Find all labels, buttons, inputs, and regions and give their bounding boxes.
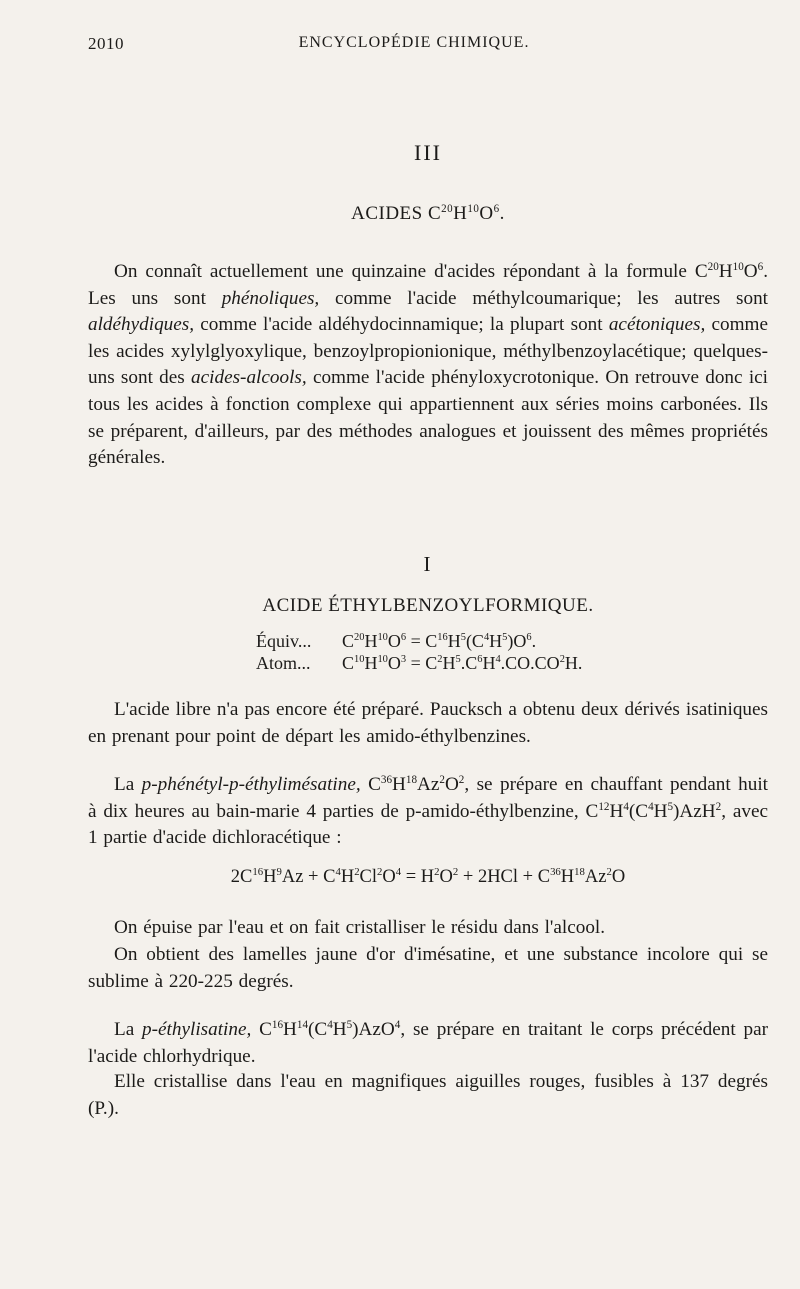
formula-row-equiv: Équiv... $C^{20}H^{10}O^6 = C^{16}H^5(C^4H^5)O^6$.: [256, 631, 537, 651]
paragraph-ethylisatine: La p-éthylisatine, $C^{16}H^{14}(C^4H^5)AzO^4$, se prépare en traitant le corps précédent par l'acide chlorhydrique.: [88, 1018, 768, 1067]
body-column: [88, 0, 768, 1289]
paragraph-imesatine: La p-phénétyl-p-éthylimésatine, $C^{36}H^{18}Az^2O^2$, se prépare en chauffant pendant huit à dix heures au bain-marie 4 parties de p-amido-éthylbenzine, $C^{12}H^4(C^4H^5)AzH^2$, avec 1 partie d'acide dichloracétique :: [88, 773, 768, 849]
paragraph-free-acid: L'acide libre n'a pas encore été préparé. Paucksch a obtenu deux dérivés isatiniques en prenant pour point de départ les amido-éthylbenzines.: [88, 699, 768, 747]
running-title: ENCYCLOPÉDIE CHIMIQUE.: [298, 34, 530, 51]
intro-paragraph: On connaît actuellement une quinzaine d'acides répondant à la formule $C^{20}H^{10}O^6$. Les uns sont phénoliques, comme l'acide méthylcoumarique; les autres sont aldéhydiques, comme l'acide aldéhydocinnamique; la plupart sont acétoniques, comme les acides xylylglyoxylique, benzoylpropionionique, méthylbenzoylacétique; quelques-uns sont des acides-alcools, comme l'acide phényloxycrotonique. On retrouve donc ici tous les acides à fonction complexe qui appartiennent aux séries moins carbonées. Ils se préparent, d'ailleurs, par des méthodes analogues et jouissent des mêmes propriétés générales.: [88, 260, 768, 469]
page-number: 2010: [88, 34, 124, 53]
paragraph-lamelles: On obtient des lamelles jaune d'or d'imésatine, et une substance incolore qui se sublime à 220-225 degrés.: [88, 944, 768, 992]
subsection-title: ACIDE ÉTHYLBENZOYLFORMIQUE.: [262, 595, 594, 616]
section-title: ACIDES $C^{20}H^{10}O^6$.: [351, 202, 505, 224]
paragraph-crystals: Elle cristallise dans l'eau en magnifiques aiguilles rouges, fusibles à 137 degrés (P.).: [88, 1071, 768, 1119]
reaction-equation: $2C^{16}H^9Az + C^4H^2Cl^2O^4 = H^2O^2 + 2HCl + C^{36}H^{18}Az^2O$: [230, 866, 626, 887]
formula-table: [256, 630, 582, 674]
formula-row-atom: Atom... $C^{10}H^{10}O^3 = C^2H^5.C^6H^4.CO.CO^2H$.: [256, 653, 583, 673]
subsection-number: I: [423, 552, 433, 576]
section-number-roman: III: [414, 140, 442, 165]
paragraph-extraction: On épuise par l'eau et on fait cristalliser le résidu dans l'alcool.: [114, 917, 606, 938]
